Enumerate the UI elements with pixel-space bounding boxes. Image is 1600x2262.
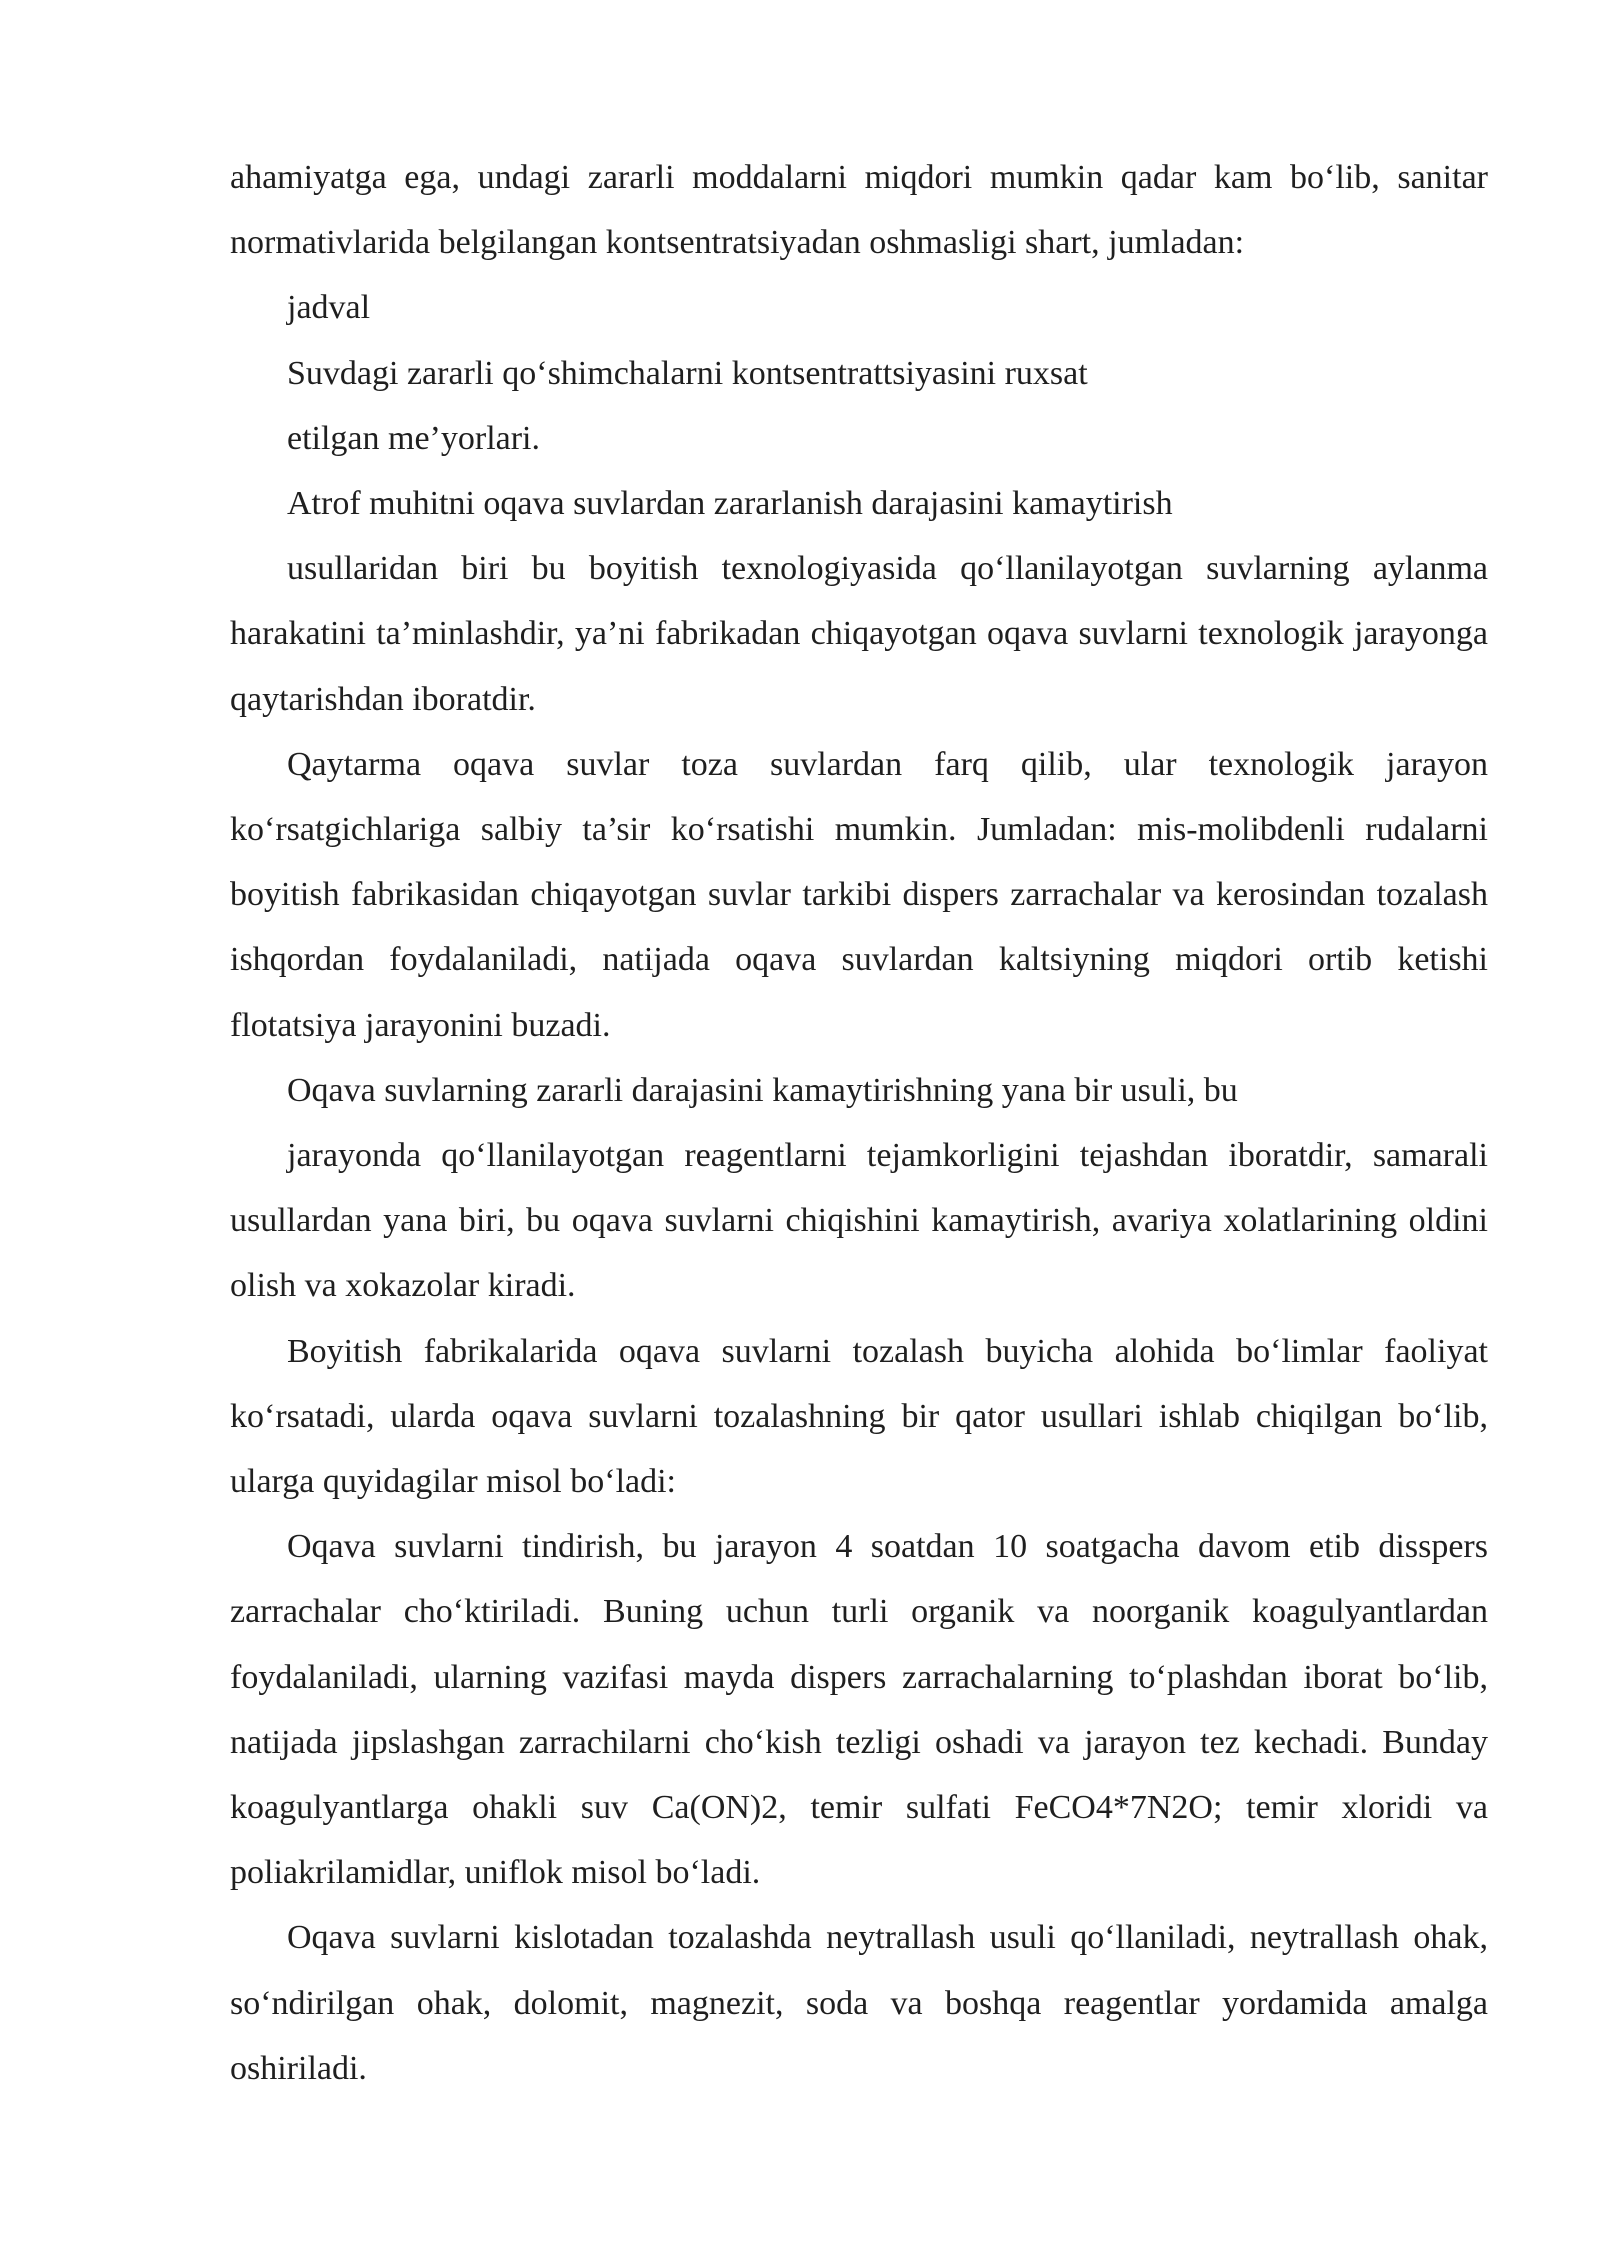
paragraph-treatment-departments: Boyitish fabrikalarida oqava suvlarni tozalash buyicha alohida bo‘limlar faoliyat ko‘rsatadi, ularda oqava suvlarni tozalashning bir qator usullari ishlab chiqilgan bo‘lib, ularga quyidagilar misol bo‘ladi: (230, 1332, 1488, 1501)
table-caption-line-2: etilgan me’yorlari. (287, 419, 541, 457)
paragraph-continuation: ahamiyatga ega, undagi zararli moddalarni miqdori mumkin qadar kam bo‘lib, sanitar normativlarida belgilangan kontsentratsiyadan oshmasligi shart, jumladan: (230, 159, 1488, 262)
document-body (230, 145, 1488, 2101)
paragraph-circulation: usullaridan biri bu boyitish texnologiyasida qo‘llanilayotgan suvlarning aylanma harakatini ta’minlashdir, ya’ni fabrikadan chiqayotgan oqava suvlarni texnologik jarayonga qaytarishdan iboratdir. (230, 550, 1488, 718)
paragraph-harm-reduction-intro: Oqava suvlarning zararli darajasini kamaytirishning yana bir usuli, bu (287, 1071, 1238, 1109)
paragraph-neutralization: Oqava suvlarni kislotadan tozalashda neytrallash usuli qo‘llaniladi, neytrallash ohak, so‘ndirilgan ohak, dolomit, magnezit, soda va boshqa reagentlar yordamida amalga oshiriladi. (230, 1919, 1488, 2087)
table-caption-line-1: Suvdagi zararli qo‘shimchalarni kontsentrattsiyasini ruxsat (287, 354, 1088, 392)
paragraph-reagent-saving: jarayonda qo‘llanilayotgan reagentlarni tejamkorligini tejashdan iboratdir, samarali usullardan yana biri, bu oqava suvlarni chiqishini kamaytirish, avariya xolatlarining oldini olish va xokazolar kiradi. (230, 1137, 1488, 1305)
paragraph-settling: Oqava suvlarni tindirish, bu jarayon 4 soatdan 10 soatgacha davom etib disspers zarrachalar cho‘ktiriladi. Buning uchun turli organik va noorganik koagulyantlardan foydalaniladi, ularning vazifasi mayda dispers zarrachalarning to‘plashdan iborat bo‘lib, natijada jipslashgan zarrachilarni cho‘kish tezligi oshadi va jarayon tez kechadi. Bunday koagulyantlarga ohakli suv Ca(ON)2, temir sulfati FeCO4*7N2O; temir xloridi va poliakrilamidlar, uniflok misol bo‘ladi. (230, 1528, 1488, 1892)
table-label: jadval (287, 289, 371, 327)
paragraph-return-water: Qaytarma oqava suvlar toza suvlardan farq qilib, ular texnologik jarayon ko‘rsatgichlariga salbiy ta’sir ko‘rsatishi mumkin. Jumladan: mis-molibdenli rudalarni boyitish fabrikasidan chiqayotgan suvlar tarkibi dispers zarrachalar va kerosindan tozalash ishqordan foydalaniladi, natijada oqava suvlardan kaltsiyning miqdori ortib ketishi flotatsiya jarayonini buzadi. (230, 745, 1488, 1044)
paragraph-heading-line: Atrof muhitni oqava suvlardan zararlanish darajasini kamaytirish (287, 485, 1173, 523)
